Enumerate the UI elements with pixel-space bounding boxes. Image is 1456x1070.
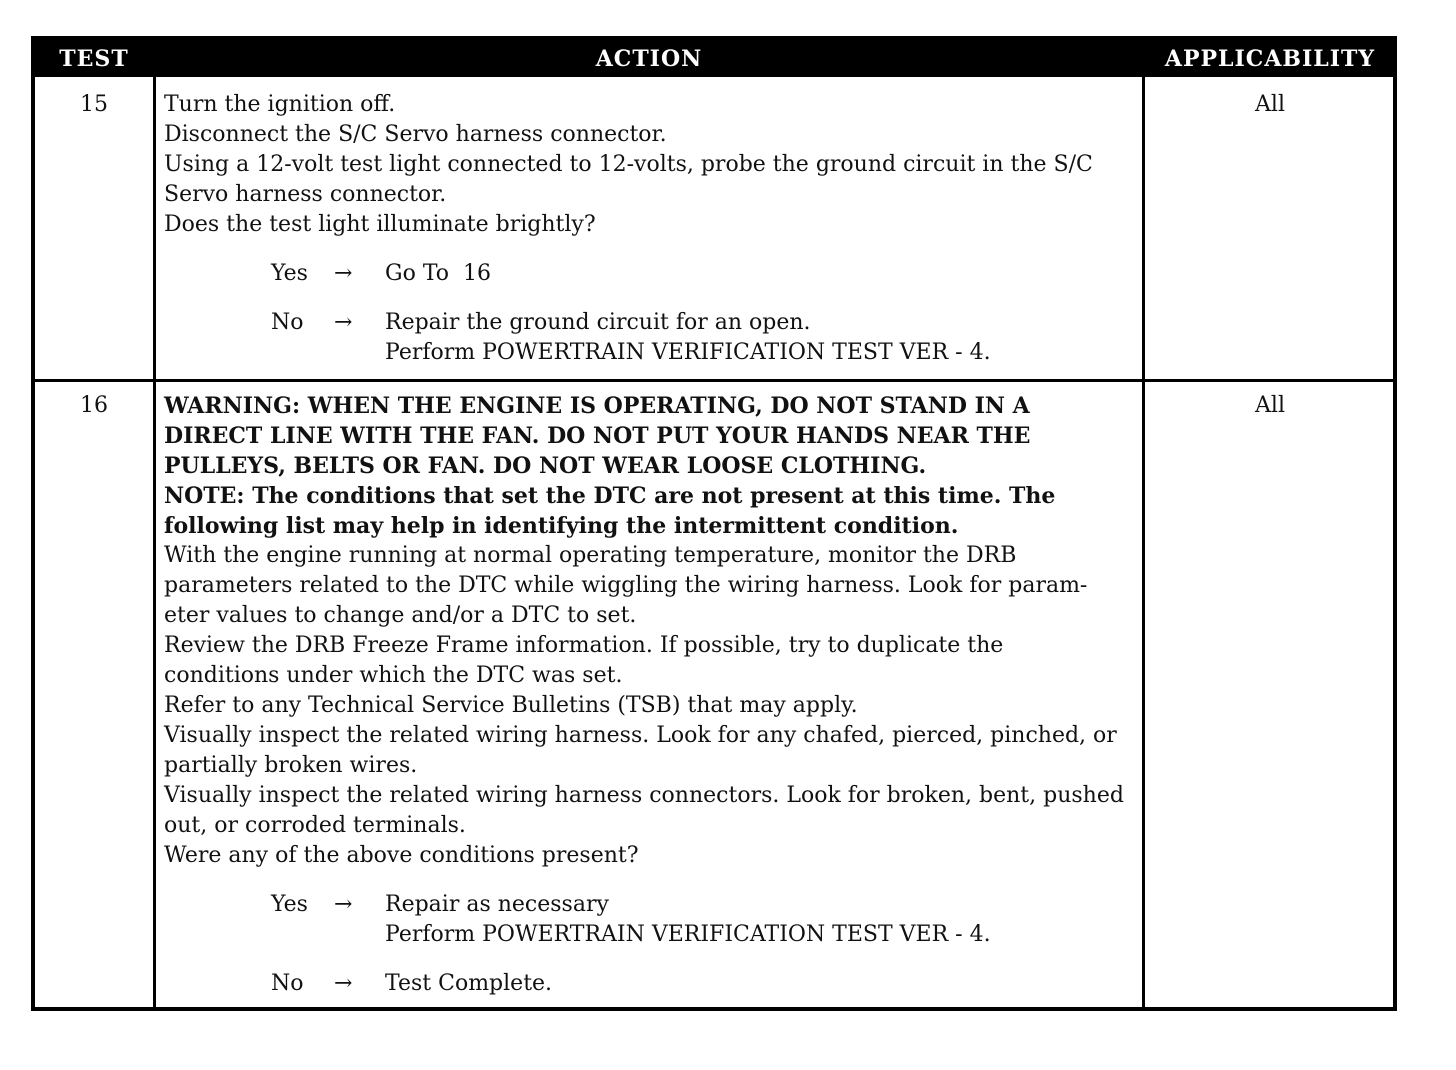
row-divider <box>35 379 1393 382</box>
no-label: No <box>271 971 304 996</box>
header-applicability: APPLICABILITY <box>1164 46 1376 72</box>
action-line: partially broken wires. <box>164 753 418 778</box>
no-action: Test Complete. <box>385 971 553 996</box>
header-test: TEST <box>59 46 129 72</box>
action-line: Does the test light illuminate brightly? <box>164 212 596 237</box>
action-line: Refer to any Technical Service Bulletins (TSB) that may apply. <box>164 693 858 718</box>
applicability-value: All <box>1255 393 1285 418</box>
action-line: With the engine running at normal operating temperature, monitor the DRB <box>164 543 1017 568</box>
action-line: Visually inspect the related wiring harness. Look for any chafed, pierced, pinched, or <box>164 723 1117 748</box>
action-line: Servo harness connector. <box>164 182 447 207</box>
yes-label: Yes <box>271 261 308 286</box>
yes-response <box>164 890 1136 920</box>
yes-action-continued: Perform POWERTRAIN VERIFICATION TEST VER - 4. <box>385 922 991 947</box>
action-line: Disconnect the S/C Servo harness connector. <box>164 122 667 147</box>
note-line: NOTE: The conditions that set the DTC are not present at this time. The <box>164 483 1056 509</box>
warning-line: PULLEYS, BELTS OR FAN. DO NOT WEAR LOOSE CLOTHING. <box>164 453 927 479</box>
test-number: 15 <box>80 92 108 117</box>
no-action: Repair the ground circuit for an open. <box>385 310 811 335</box>
action-line: parameters related to the DTC while wiggling the wiring harness. Look for param- <box>164 573 1088 598</box>
action-line: out, or corroded terminals. <box>164 813 466 838</box>
yes-action: Repair as necessary <box>385 892 609 917</box>
warning-line: DIRECT LINE WITH THE FAN. DO NOT PUT YOUR HANDS NEAR THE <box>164 423 1031 449</box>
action-line: Were any of the above conditions present? <box>164 843 639 868</box>
no-response <box>164 308 1136 338</box>
no-response <box>164 969 1136 999</box>
column-divider <box>1142 77 1145 1007</box>
no-action-continued: Perform POWERTRAIN VERIFICATION TEST VER - 4. <box>385 340 991 365</box>
action-line: Visually inspect the related wiring harness connectors. Look for broken, bent, pushed <box>164 783 1124 808</box>
test-number: 16 <box>80 393 108 418</box>
arrow-icon: → <box>334 261 353 286</box>
warning-line: WARNING: WHEN THE ENGINE IS OPERATING, DO NOT STAND IN A <box>164 393 1030 419</box>
column-divider <box>153 77 156 1007</box>
no-label: No <box>271 310 304 335</box>
action-line: Using a 12-volt test light connected to 12-volts, probe the ground circuit in the S/C <box>164 152 1093 177</box>
yes-action: Go To 16 <box>385 261 492 286</box>
action-cell <box>164 391 1136 999</box>
yes-label: Yes <box>271 892 308 917</box>
applicability-value: All <box>1255 92 1285 117</box>
action-line: eter values to change and/or a DTC to set. <box>164 603 637 628</box>
action-line: Turn the ignition off. <box>164 92 396 117</box>
action-line: conditions under which the DTC was set. <box>164 663 623 688</box>
arrow-icon: → <box>334 310 353 335</box>
note-line: following list may help in identifying the intermittent condition. <box>164 513 959 539</box>
arrow-icon: → <box>334 971 353 996</box>
yes-response <box>164 259 1136 289</box>
diagnostic-table <box>31 36 1397 1011</box>
table-header <box>35 40 1393 77</box>
action-cell <box>164 90 1136 368</box>
action-line: Review the DRB Freeze Frame information. If possible, try to duplicate the <box>164 633 1004 658</box>
arrow-icon: → <box>334 892 353 917</box>
header-action: ACTION <box>595 46 703 72</box>
